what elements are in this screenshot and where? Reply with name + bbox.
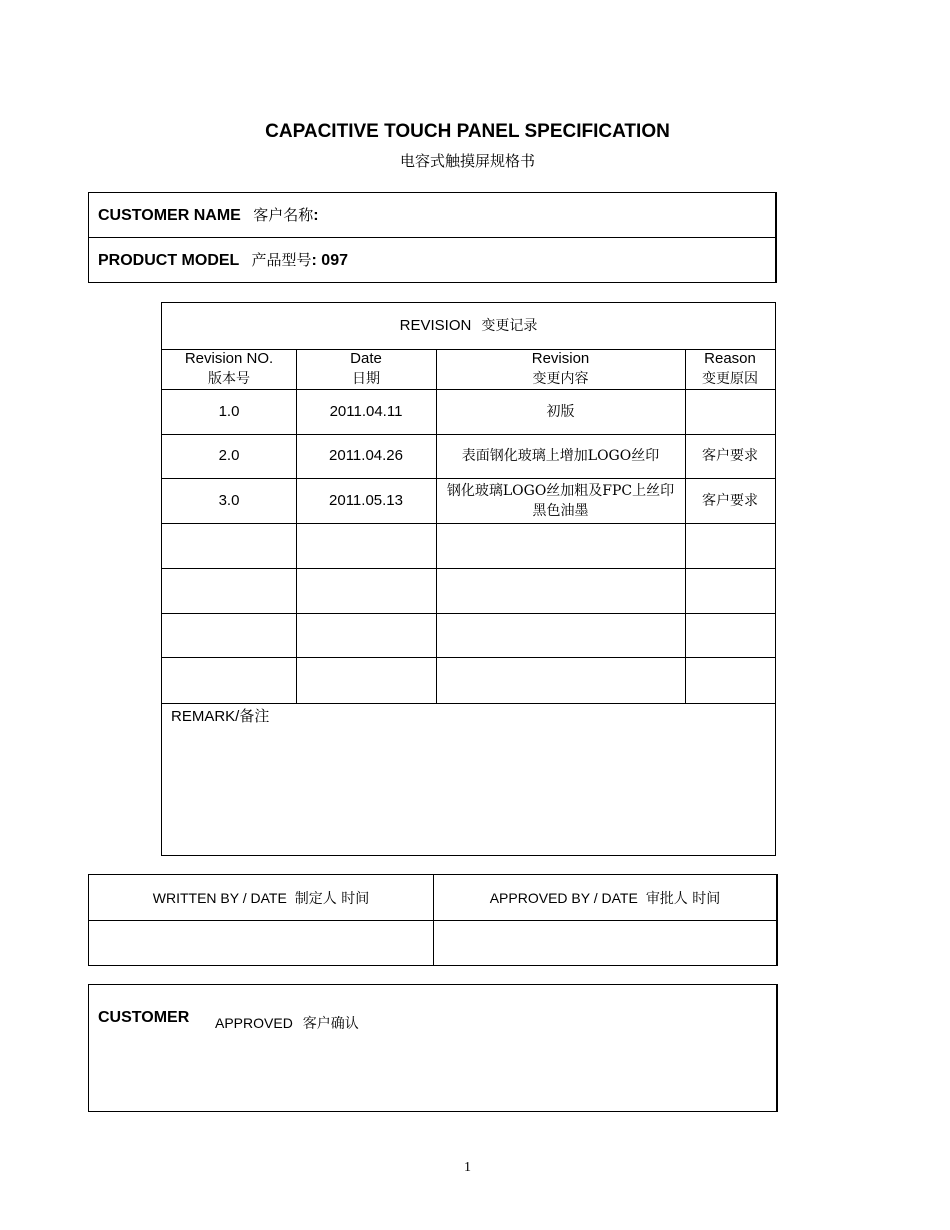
product-model-label: PRODUCT MODEL xyxy=(98,252,240,269)
column-header-cn: 变更原因 xyxy=(702,371,758,387)
table-cell-revision-no: 3.0 xyxy=(218,491,240,509)
table-cell-date: 2011.04.26 xyxy=(329,447,403,464)
column-header-revision xyxy=(436,349,685,389)
product-model-row xyxy=(89,238,775,283)
table-cell-content: 初版 xyxy=(546,403,575,420)
revision-title-cn: 变更记录 xyxy=(481,318,538,334)
table-rule xyxy=(162,703,775,704)
table-cell-revision-no: 1.0 xyxy=(218,402,240,420)
written-by-label-cn: 制定人 时间 xyxy=(294,890,370,907)
customer-name-label-cn: 客户名称 xyxy=(253,206,314,224)
customer-name-label: CUSTOMER NAME xyxy=(98,207,241,224)
column-header-en: Date xyxy=(350,350,382,367)
customer-name-colon: : xyxy=(313,207,319,224)
table-cell-date: 2011.05.13 xyxy=(329,491,403,509)
table-rule xyxy=(162,568,775,569)
table-cell-content: 表面钢化玻璃上增加LOGO丝印 xyxy=(461,448,660,464)
approved-label-cn: 客户确认 xyxy=(302,1016,359,1032)
column-header-en: Revision xyxy=(531,350,590,367)
table-cell-reason xyxy=(685,389,775,434)
customer-approval-label: CUSTOMER xyxy=(98,1009,190,1026)
product-model-label-cn: 产品型号 xyxy=(251,251,312,269)
customer-approval-box xyxy=(88,984,778,1112)
column-header-en: Revision NO. xyxy=(184,350,274,367)
column-header-cn: 版本号 xyxy=(208,371,250,387)
customer-info-box xyxy=(88,192,777,283)
remark-label: REMARK/备注 xyxy=(171,708,270,725)
revision-table xyxy=(161,302,776,856)
table-rule xyxy=(162,523,775,524)
revision-title: REVISION xyxy=(399,317,472,334)
product-model-value: : 097 xyxy=(311,252,348,269)
approved-by-header xyxy=(433,875,777,920)
column-header-revision-no xyxy=(162,349,296,389)
column-header-cn: 日期 xyxy=(352,371,380,387)
table-rule xyxy=(162,613,775,614)
table-cell-date: 2011.04.11 xyxy=(329,402,403,420)
table-cell-content: 钢化玻璃LOGO丝加粗及FPC上丝印黑色油墨 xyxy=(446,482,675,519)
revision-table-title xyxy=(162,303,775,349)
customer-name-row xyxy=(89,193,775,238)
signoff-box xyxy=(88,874,778,966)
page-subtitle: 电容式触摸屏规格书 xyxy=(399,152,535,170)
table-cell-reason: 客户要求 xyxy=(702,492,758,509)
approved-by-label-cn: 审批人 时间 xyxy=(645,890,721,907)
written-by-label: WRITTEN BY / DATE xyxy=(152,889,287,906)
column-header-cn: 变更内容 xyxy=(532,371,589,387)
column-header-en: Reason xyxy=(704,350,756,367)
page-number: 1 xyxy=(464,1160,471,1175)
table-cell-revision-no: 2.0 xyxy=(218,447,240,464)
page-title: CAPACITIVE TOUCH PANEL SPECIFICATION xyxy=(265,121,670,142)
approved-label: APPROVED xyxy=(215,1015,293,1031)
written-by-header xyxy=(89,875,433,920)
approved-by-label: APPROVED BY / DATE xyxy=(489,889,638,906)
table-cell-reason: 客户要求 xyxy=(702,448,758,464)
customer-approval-sublabel xyxy=(215,1013,359,1033)
column-header-reason xyxy=(685,349,775,389)
table-rule xyxy=(162,657,775,658)
column-header-date xyxy=(296,349,436,389)
signoff-rule xyxy=(89,920,776,921)
